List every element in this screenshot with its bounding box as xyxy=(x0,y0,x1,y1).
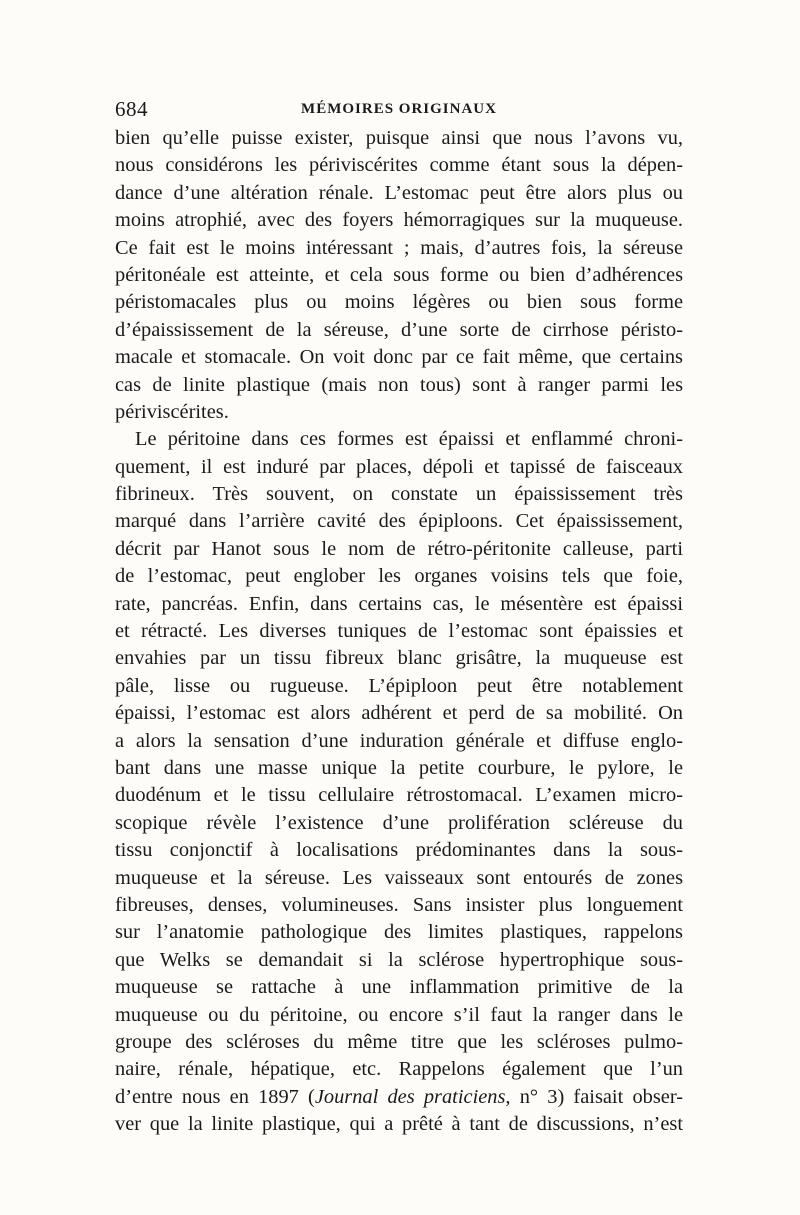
text-line: groupe des scléroses du même titre que les scléroses pulmo- xyxy=(115,1030,683,1053)
text-line: pâle, lisse ou rugueuse. L’épiploon peut être notablement xyxy=(115,674,683,697)
citation-prefix: d’entre nous en 1897 ( xyxy=(115,1085,315,1108)
text-line: cas de linite plastique (mais non tous) sont à ranger parmi les xyxy=(115,373,683,396)
text-line: péristomacales plus ou moins légères ou bien sous forme xyxy=(115,291,683,314)
text-line: d’épaississement de la séreuse, d’une sorte de cirrhose péristo- xyxy=(115,318,683,341)
text-line: bien qu’elle puisse exister, puisque ainsi que nous l’avons vu, xyxy=(115,127,683,149)
text-line: fibrineux. Très souvent, on constate un épaississement très xyxy=(115,483,683,506)
text-line: muqueuse ou du péritoine, ou encore s’il faut la ranger dans le xyxy=(115,1003,683,1026)
text-line: scopique révèle l’existence d’une prolifération scléreuse du xyxy=(115,811,683,834)
text-line: de l’estomac, peut englober les organes voisins tels que foie, xyxy=(115,565,683,588)
text-line-with-citation xyxy=(115,1084,683,1111)
text-line: Le péritoine dans ces formes est épaissi et enflammé chroni- xyxy=(135,428,683,451)
text-line: muqueuse se rattache à une inflammation primitive de la xyxy=(115,976,683,999)
text-line: nous considérons les périviscérites comme étant sous la dépen- xyxy=(115,154,683,177)
text-line: épaissi, l’estomac est alors adhérent et perd de sa mobilité. On xyxy=(115,702,683,725)
running-head xyxy=(115,97,683,127)
text-line: moins atrophié, avec des foyers hémorragiques sur la muqueuse. xyxy=(115,209,683,232)
text-line: ver que la linite plastique, qui a prêté à tant de discussions, n’est xyxy=(115,1113,683,1136)
text-line: quement, il est induré par places, dépoli et tapissé de faisceaux xyxy=(115,455,683,478)
text-line: tissu conjonctif à localisations prédominantes dans la sous- xyxy=(115,839,683,862)
text-line: péritonéale est atteinte, et cela sous forme ou bien d’adhérences xyxy=(115,263,683,286)
body-text xyxy=(115,125,683,1138)
text-line: bant dans une masse unique la petite courbure, le pylore, le xyxy=(115,756,683,779)
text-line: envahies par un tissu fibreux blanc grisâtre, la muqueuse est xyxy=(115,647,683,670)
text-line: muqueuse et la séreuse. Les vaisseaux sont entourés de zones xyxy=(115,866,683,889)
text-line: marqué dans l’arrière cavité des épiploons. Cet épaississement, xyxy=(115,510,683,533)
text-line: sur l’anatomie pathologique des limites plastiques, rappelons xyxy=(115,921,683,944)
text-line: a alors la sensation d’une induration générale et diffuse englo- xyxy=(115,729,683,752)
text-line: Ce fait est le moins intéressant ; mais, d’autres fois, la séreuse xyxy=(115,236,683,259)
text-line: périviscérites. xyxy=(115,400,229,423)
text-line: fibreuses, denses, volumineuses. Sans insister plus longuement xyxy=(115,893,683,916)
journal-title: Journal des praticiens xyxy=(314,1085,506,1108)
text-line: rate, pancréas. Enfin, dans certains cas, le mésentère est épaissi xyxy=(115,592,683,615)
page-number: 684 xyxy=(115,97,148,121)
text-line: décrit par Hanot sous le nom de rétro-péritonite calleuse, parti xyxy=(115,537,683,560)
citation-suffix: , n° 3) faisait obser- xyxy=(505,1085,683,1108)
text-line: macale et stomacale. On voit donc par ce fait même, que certains xyxy=(115,346,683,369)
text-line: que Welks se demandait si la sclérose hypertrophique sous- xyxy=(115,948,683,971)
running-title: MÉMOIRES ORIGINAUX xyxy=(301,101,497,117)
text-line: et rétracté. Les diverses tuniques de l’estomac sont épaissies et xyxy=(115,620,683,643)
text-line: naire, rénale, hépatique, etc. Rappelons également que l’un xyxy=(115,1058,683,1081)
text-line: dance d’une altération rénale. L’estomac peut être alors plus ou xyxy=(115,181,683,204)
text-line: duodénum et le tissu cellulaire rétrostomacal. L’examen micro- xyxy=(115,784,683,807)
